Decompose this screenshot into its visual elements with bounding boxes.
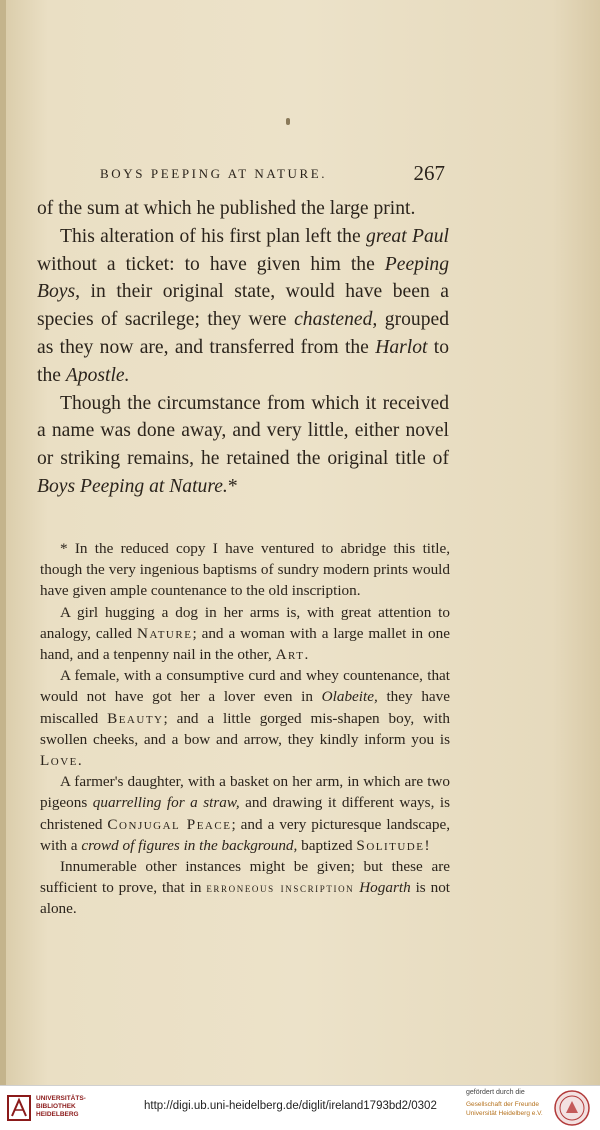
funded-by-label: gefördert durch die <box>466 1089 525 1096</box>
text-run: grouped as they now are, and transferred from the <box>37 309 449 358</box>
text-run: Though the circumstance from which it received a name was done away, and very little, either novel or striking remains, he retained the original title of <box>37 392 449 470</box>
library-name-line: HEIDELBERG <box>36 1111 79 1118</box>
text-run: . <box>304 646 309 664</box>
paragraph-3 <box>37 390 449 501</box>
page-gutter-shadow <box>0 0 6 1085</box>
footnote <box>40 538 450 920</box>
italic-run: Apostle. <box>65 364 130 386</box>
footnote-paragraph-1: * In the reduced copy I have ventured to abridge this title, though the very ingenious baptisms of sundry modern prints would have given ample countenance to the old inscription. <box>40 540 450 600</box>
main-text <box>37 195 449 501</box>
italic-run: Peeping Boys, <box>37 253 449 303</box>
italic-run: quarrelling for a straw, <box>92 794 240 812</box>
small-caps-run: Art <box>275 646 305 664</box>
small-caps-run: Love <box>40 752 78 770</box>
text-run: This alteration of his first plan left the <box>60 225 367 247</box>
small-caps-run: Conjugal Peace <box>107 815 232 833</box>
italic-run: Harlot <box>375 336 428 358</box>
text-run: Innumerable other instances might be given; but these are sufficient to prove, that in <box>40 858 450 897</box>
italic-run: crowd of figures in the background, <box>81 836 298 854</box>
permalink-url[interactable]: http://digi.ub.uni-heidelberg.de/diglit/ireland1793bd2/0302 <box>144 1100 437 1112</box>
university-seal-icon <box>553 1089 591 1127</box>
text-run: is not alone. <box>40 879 451 918</box>
text-run: . <box>77 752 82 770</box>
italic-run: Olabeite, <box>321 688 378 706</box>
spaced-caps-run: erroneous inscription <box>206 880 355 896</box>
text-run: baptized <box>297 836 357 854</box>
ink-mark <box>286 118 290 125</box>
library-name-line: UNIVERSITÄTS- <box>36 1095 86 1102</box>
italic-run: chastened, <box>294 309 378 331</box>
paragraph-1: of the sum at which he published the large print. <box>37 198 416 219</box>
university-library-logo-icon <box>6 1092 32 1124</box>
italic-run: Hogarth <box>359 879 411 897</box>
text-run: and drawing it different ways, is christened <box>40 794 450 833</box>
footer-bar <box>0 1085 600 1130</box>
page-header <box>100 163 445 189</box>
page-number: 267 <box>413 161 445 185</box>
text-run: ; and a very picturesque landscape, with a <box>40 815 450 854</box>
sponsor-name-line: Universität Heidelberg e.V. <box>466 1110 543 1117</box>
sponsor-name-line: Gesellschaft der Freunde <box>466 1101 539 1108</box>
text-run: A farmer's daughter, with a basket on her arm, in which are two pigeons <box>40 773 450 812</box>
italic-run: great Paul <box>366 225 449 247</box>
text-run: ! <box>424 836 430 854</box>
text-run: A girl hugging a dog in her arms is, with great attention to analogy, called <box>40 603 450 642</box>
small-caps-run: Solitude <box>356 836 425 854</box>
footnote-paragraph-3 <box>40 665 450 771</box>
footnote-paragraph-5 <box>40 856 450 920</box>
text-run: ; and a woman with a large mallet in one hand, and a tenpenny nail in the other, <box>40 624 450 664</box>
small-caps-run: Beauty <box>107 709 164 727</box>
paragraph-2 <box>37 223 449 390</box>
text-run: without a ticket: to have given him the <box>37 253 385 275</box>
small-caps-run: Nature <box>137 624 193 642</box>
text-run: to the <box>37 336 449 386</box>
sponsor-name <box>466 1100 546 1118</box>
footnote-paragraph-2 <box>40 602 450 666</box>
text-run: A female, with a consumptive curd and whey countenance, that would not have got her a lover even in <box>40 667 450 706</box>
footnote-paragraph-4 <box>40 771 450 856</box>
footnote-marker: * <box>227 475 238 497</box>
text-run: they have miscalled <box>40 688 450 727</box>
running-title: BOYS PEEPING AT NATURE. <box>100 166 328 181</box>
italic-run: Boys Peeping at Nature. <box>37 475 228 497</box>
library-name-line: BIBLIOTHEK <box>36 1103 76 1110</box>
text-run: ; and a little gorged mis-shapen boy, with swollen cheeks, and a bow and arrow, they kindly inform you is <box>40 709 450 748</box>
library-name <box>36 1095 96 1119</box>
text-run: in their original state, would have been a species of sacrilege; they were <box>37 281 449 331</box>
